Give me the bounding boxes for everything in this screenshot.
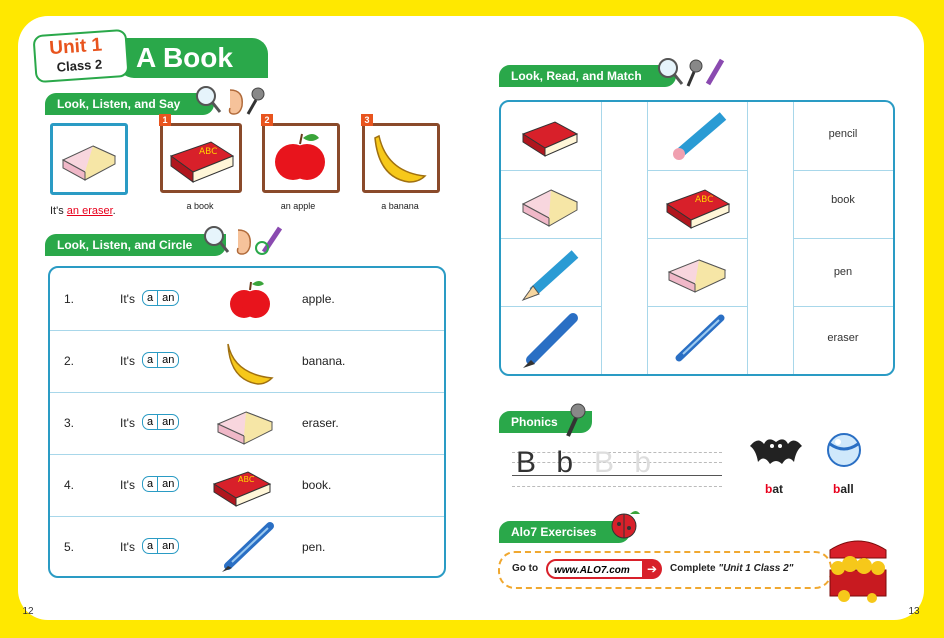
banana-picture — [362, 115, 440, 193]
match-word: book — [831, 194, 855, 206]
section-heading-exercises: Alo7 Exercises — [499, 521, 630, 543]
article-choice[interactable] — [142, 414, 179, 430]
svg-text:ABC: ABC — [238, 475, 255, 484]
eraser-icon — [519, 178, 581, 234]
pencil-icon — [519, 246, 581, 302]
unit-label: Unit 1 — [48, 34, 103, 60]
table-row: 2. It's a an banana. — [50, 330, 444, 393]
item-number: 2 — [261, 114, 273, 126]
option-a[interactable]: a — [147, 478, 154, 490]
option-a[interactable]: a — [147, 292, 154, 304]
phonics-trace-letters: B b — [594, 446, 658, 479]
caption-banana: a banana — [381, 201, 419, 211]
ladybug-mouse-icon — [604, 508, 644, 540]
bat-icon — [748, 432, 804, 472]
option-a[interactable]: a — [147, 354, 154, 366]
complete-instruction: Complete "Unit 1 Class 2" — [670, 563, 794, 574]
item-number: 3 — [361, 114, 373, 126]
table-row: 4. It's a an ABC book. — [50, 454, 444, 517]
microphone-icon — [562, 402, 590, 438]
magnifier-mic-pencil-icon — [654, 56, 728, 90]
eraser-picture — [50, 123, 128, 195]
book-icon — [210, 460, 274, 510]
table-row: 3. It's a an eraser. — [50, 392, 444, 455]
option-an[interactable]: an — [157, 353, 178, 367]
pen-icon — [669, 312, 729, 368]
book-icon — [519, 108, 581, 164]
option-a[interactable]: a — [147, 540, 154, 552]
article-choice[interactable] — [142, 538, 179, 554]
eraser-icon — [214, 402, 278, 446]
magnifier-ear-mic-icon — [192, 84, 272, 118]
phonics-letters: B b — [516, 446, 580, 479]
article-choice[interactable] — [142, 476, 179, 492]
match-word: eraser — [827, 332, 859, 344]
match-word: pen — [833, 266, 853, 278]
circle-exercise-box — [48, 266, 446, 578]
banana-icon — [222, 338, 280, 386]
apple-icon — [226, 278, 274, 322]
eraser-icon — [53, 126, 125, 192]
option-an[interactable]: an — [157, 539, 178, 553]
eraser-icon — [665, 250, 731, 300]
pen-icon — [218, 520, 278, 574]
apple-picture — [262, 115, 340, 193]
section-heading-phonics: Phonics — [499, 411, 592, 433]
caption-book: a book — [186, 201, 214, 211]
section-heading-look-listen-circle: Look, Listen, and Circle — [45, 234, 226, 256]
table-row: 5. It's a an pen. — [50, 516, 444, 578]
go-to-label: Go to — [512, 563, 539, 574]
option-a[interactable]: a — [147, 416, 154, 428]
book-icon — [163, 126, 239, 190]
class-label: Class 2 — [56, 56, 103, 75]
exercise-instruction-bar — [498, 551, 832, 589]
phonics-word-bat: bat — [765, 482, 784, 496]
book-icon — [661, 176, 737, 236]
unit-badge — [32, 29, 129, 83]
example-highlight: an eraser — [66, 205, 113, 217]
section-heading-look-listen-say: Look, Listen, and Say — [45, 93, 214, 115]
option-an[interactable]: an — [157, 477, 178, 491]
item-number: 1 — [159, 114, 171, 126]
section-heading-look-read-match: Look, Read, and Match — [499, 65, 676, 87]
article-choice[interactable] — [142, 290, 179, 306]
page-number-left: 12 — [22, 606, 34, 617]
page-number-right: 13 — [908, 606, 920, 617]
book-picture — [160, 115, 242, 193]
magnifier-ear-pencil-icon — [200, 224, 286, 258]
arrow-right-icon: ➔ — [642, 559, 662, 579]
example-sentence: It's an eraser. — [50, 205, 116, 217]
pen-icon — [519, 312, 581, 370]
svg-text:ABC: ABC — [695, 195, 714, 205]
option-an[interactable]: an — [157, 415, 178, 429]
phonics-word-ball: ball — [833, 482, 854, 496]
alo7-link[interactable]: www.ALO7.com — [546, 559, 660, 579]
svg-text:ABC: ABC — [199, 147, 218, 157]
match-word: pencil — [828, 128, 858, 140]
pencil-icon — [667, 110, 729, 164]
page-title: A Book — [118, 38, 268, 78]
caption-apple: an apple — [280, 201, 316, 211]
ball-icon — [824, 430, 864, 470]
match-exercise-box — [499, 100, 895, 376]
option-an[interactable]: an — [157, 291, 178, 305]
article-choice[interactable] — [142, 352, 179, 368]
apple-icon — [265, 126, 337, 190]
treasure-chest-icon — [822, 530, 894, 604]
table-row: 1. It's a an apple. — [50, 268, 444, 331]
banana-icon — [365, 126, 437, 190]
